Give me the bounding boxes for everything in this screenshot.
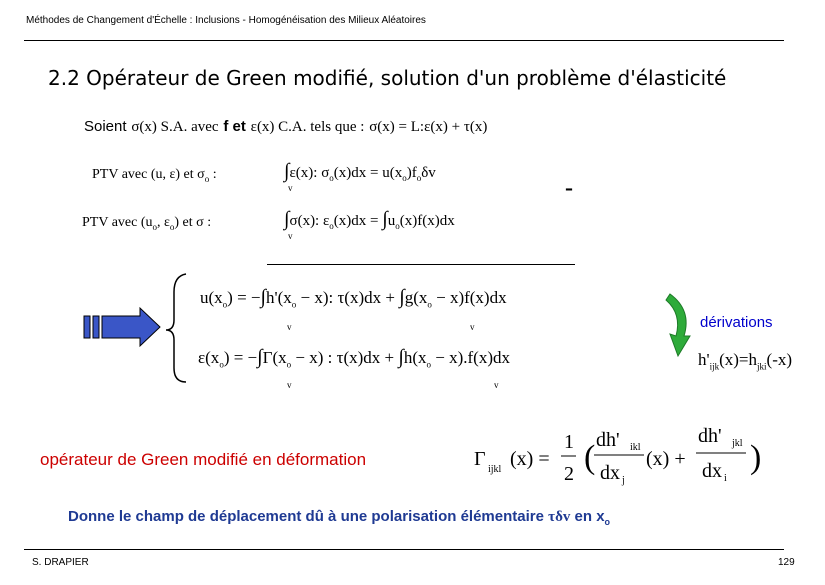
integral-subscript-v2: v	[470, 322, 475, 332]
green-operator-label: opérateur de Green modifié en déformation	[40, 450, 367, 469]
svg-text:): )	[750, 439, 762, 476]
header-rule	[24, 40, 784, 41]
svg-text:dx: dx	[702, 460, 722, 482]
strain-equation: $\varepsilon(x_o) = -\int\Gamma(x_o - x)$ : $\tau(x)dx + \int h(x_o - x).f(x)dx$	[198, 346, 510, 370]
h-relation: $h'_{ijk}(x)=h_{jki}(-x)$	[698, 350, 793, 372]
svg-text:jkl: jkl	[732, 438, 743, 449]
svg-text:(x) =: (x) =	[510, 448, 550, 470]
integral-subscript-v1: v	[287, 322, 292, 332]
svg-text:j: j	[622, 475, 625, 486]
derivations-label: dérivations	[700, 314, 773, 331]
svg-text:(x) +: (x) +	[646, 448, 686, 470]
brace-icon	[82, 270, 192, 385]
svg-text:(: (	[584, 439, 596, 476]
green-operator-equation	[470, 422, 770, 494]
separator-line	[267, 264, 575, 265]
svg-text:dh': dh'	[596, 429, 620, 451]
page-title: 2.2 Opérateur de Green modifié, solution d'un problème d'élasticité	[48, 66, 727, 90]
displacement-equation: $u(x_o) = -\int h'(x_o - x)$: $\tau(x)dx + \int g(x_o - x)f(x)dx$	[200, 286, 507, 310]
ptv1-label: PTV avec (u, ε) et $\sigma_o$ :	[92, 167, 217, 184]
ptv1-equation: ∫ε(x): $\sigma_o(x)dx = u(x_o)f_o\delta v$ v	[284, 160, 436, 193]
soient-line: Soient σ(x) S.A. avec f et ε(x) C.A. tels que : σ(x) = L:ε(x) + τ(x)	[84, 118, 488, 135]
ptv2-label: PTV avec ($u_o$, $\varepsilon_o$) et σ :	[82, 215, 212, 232]
integral-subscript-v3: v	[287, 380, 292, 390]
minus-sign: -	[565, 175, 573, 201]
bottom-sentence: Donne le champ de déplacement dû à une polarisation élémentaire τδv en $x_o$	[68, 508, 611, 527]
svg-text:1: 1	[564, 431, 574, 453]
svg-text:ikl: ikl	[630, 442, 641, 453]
integral-subscript-v4: v	[494, 380, 499, 390]
curved-green-arrow-icon	[664, 290, 694, 360]
svg-text:dx: dx	[600, 462, 620, 484]
header-text: Méthodes de Changement d'Échelle : Inclusions - Homogénéisation des Milieux Aléatoires	[26, 15, 426, 26]
ptv2-equation: ∫σ(x): $\varepsilon_o(x)dx = \int u_o(x)f(x)dx$ v	[284, 208, 455, 241]
footer-page-number: 129	[778, 557, 795, 568]
footer-rule	[24, 549, 784, 550]
svg-text:ijkl: ijkl	[488, 464, 502, 475]
svg-text:2: 2	[564, 463, 574, 485]
footer-author: S. DRAPIER	[32, 557, 89, 568]
block-arrow-icon	[84, 308, 160, 346]
svg-text:Γ: Γ	[474, 448, 486, 470]
svg-text:dh': dh'	[698, 425, 722, 447]
svg-text:i: i	[724, 473, 727, 484]
